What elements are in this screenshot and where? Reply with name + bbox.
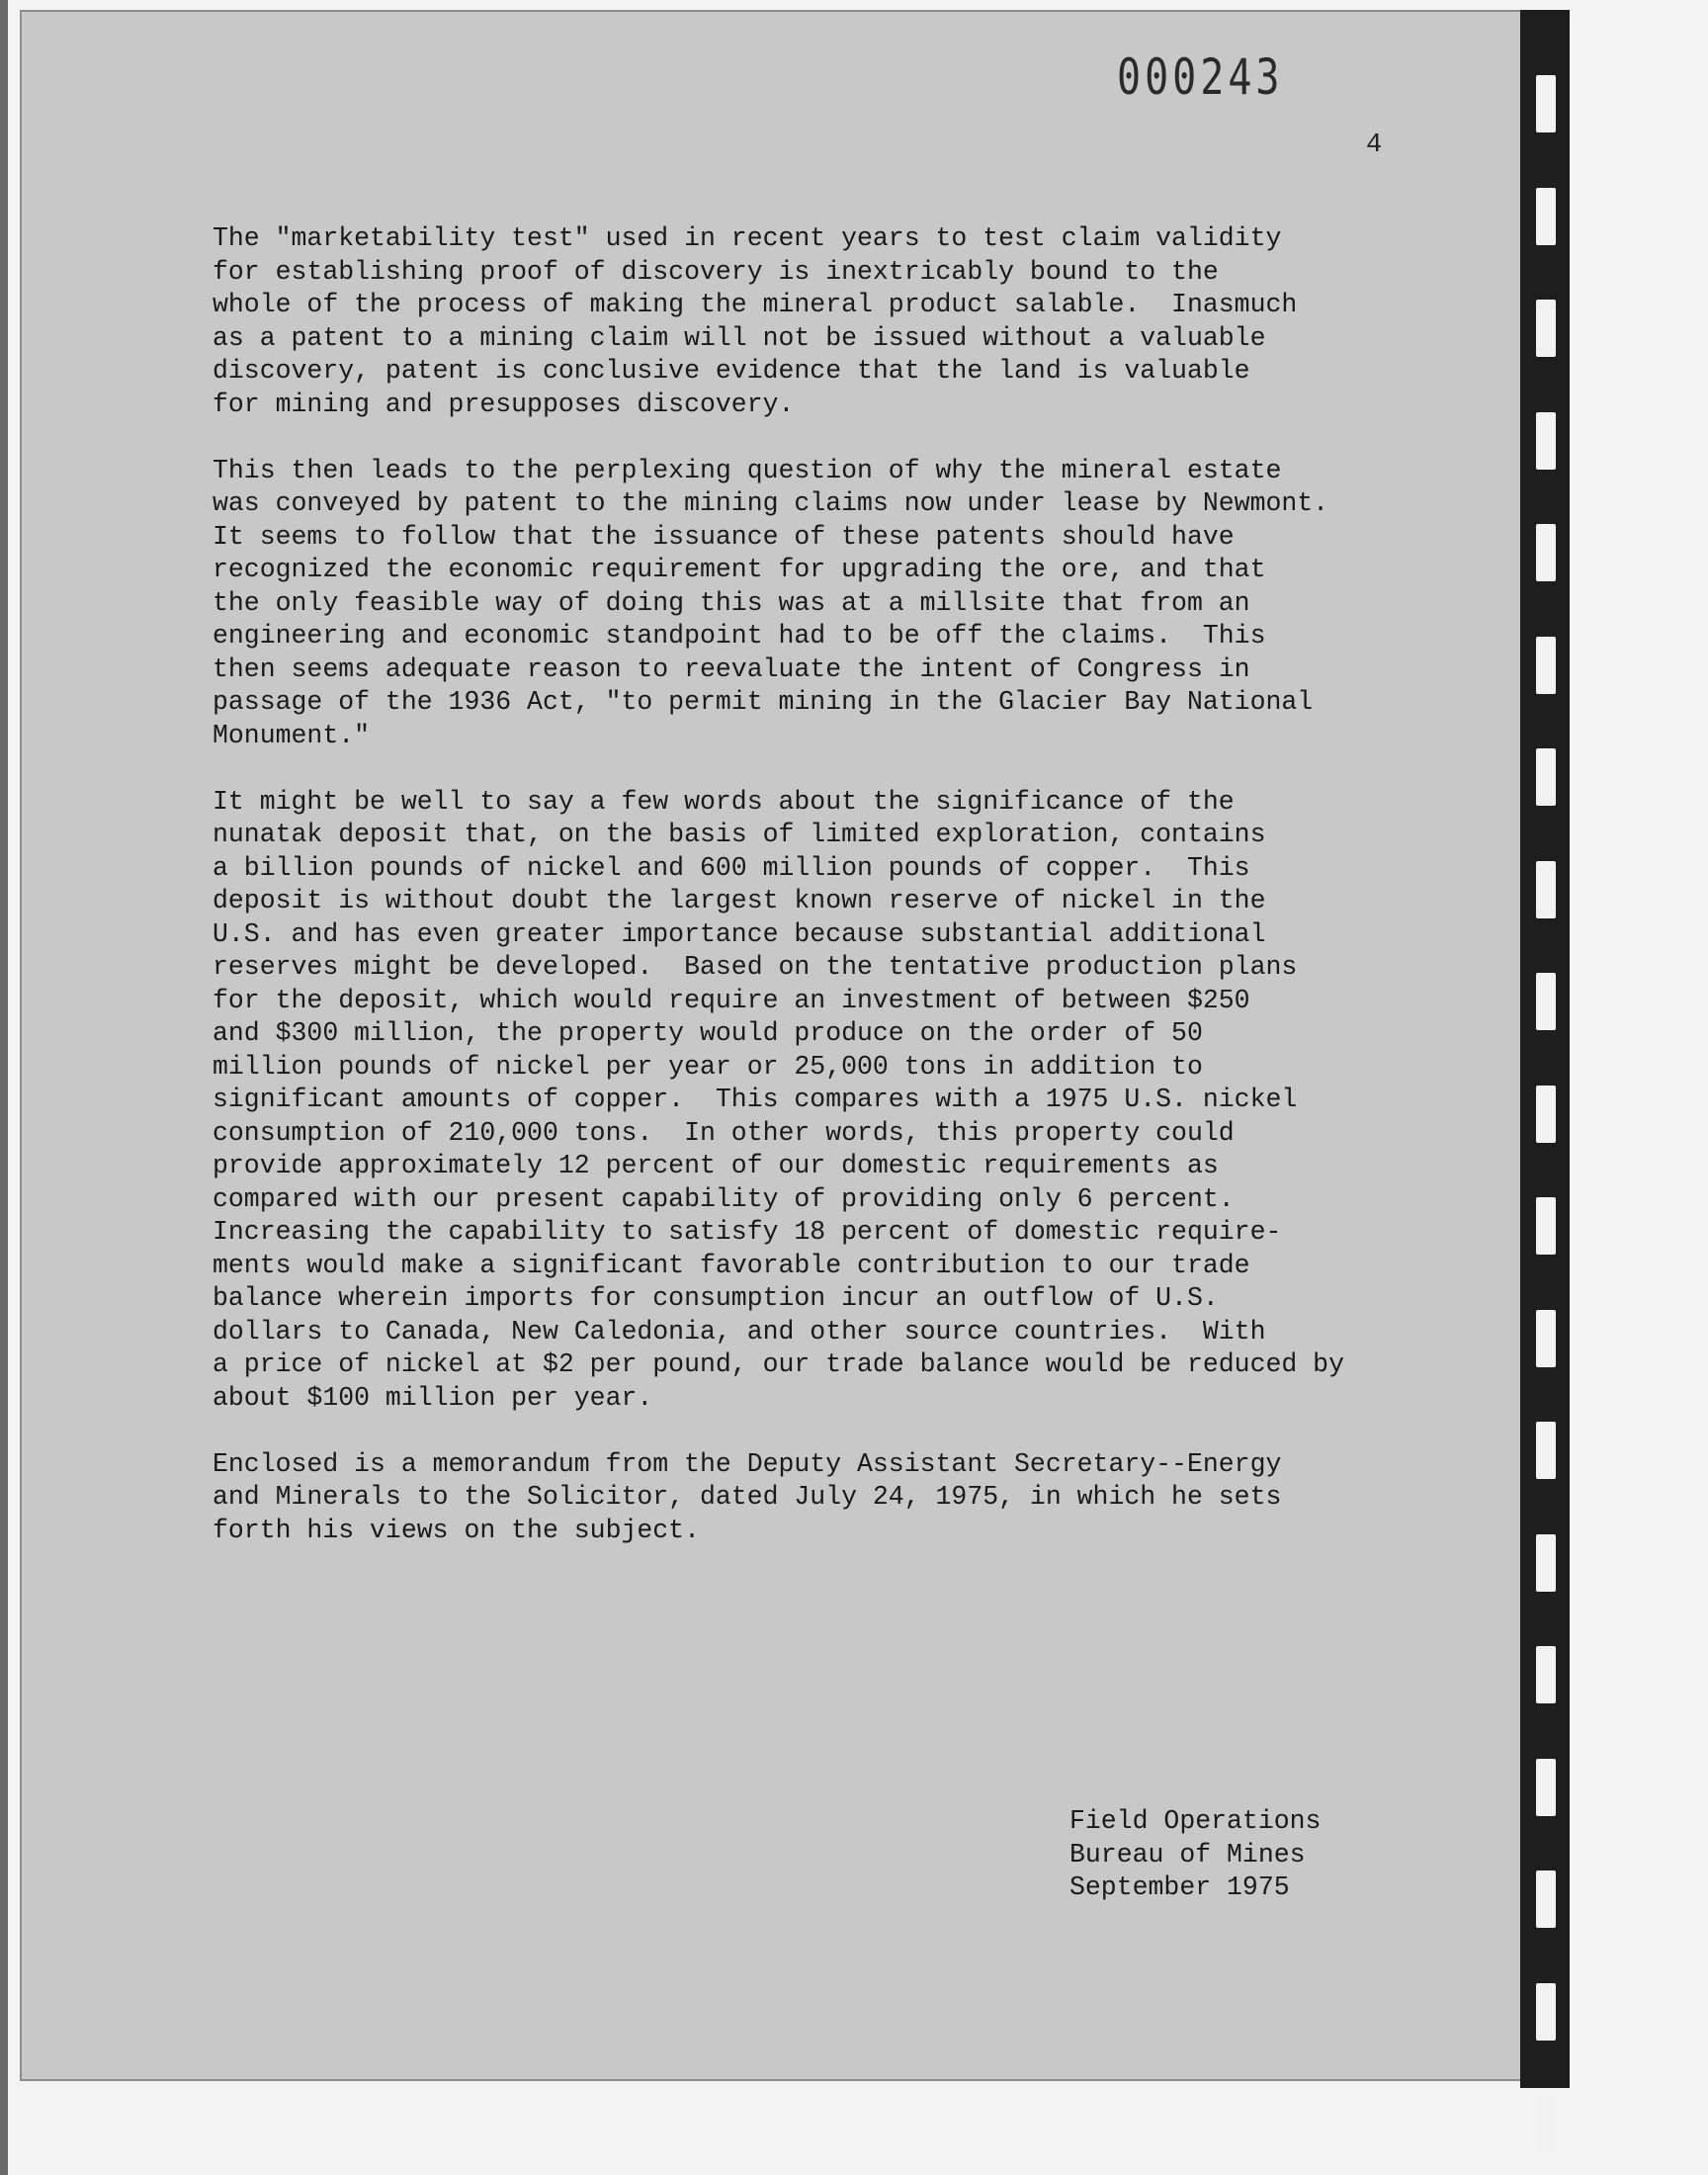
- binding-hole: [1536, 1646, 1556, 1703]
- binding-hole: [1536, 973, 1556, 1030]
- scan-left-edge: [0, 0, 8, 2175]
- paragraph-enclosed-memorandum: Enclosed is a memorandum from the Deputy Assistant Secretary--Energy and Minerals to the Solicitor, dated July 24, 1975, in which he sets forth his views on the subject.: [213, 1448, 1282, 1545]
- binding-hole: [1536, 1422, 1556, 1479]
- binding-hole: [1536, 1197, 1556, 1255]
- signature-line-date: September 1975: [1069, 1872, 1290, 1902]
- binding-hole: [1536, 1534, 1556, 1592]
- binding-hole: [1536, 1983, 1556, 2041]
- document-stamp-number: 000243: [1117, 49, 1284, 107]
- paragraph-nunatak-deposit: It might be well to say a few words about the significance of the nunatak deposit that, on the basis of limited exploration, contains a billion pounds of nickel and 600 million pounds of copper. This deposit is without doubt the largest known reserve of nickel in the U.S. and has even greater importance because substantial additional reserves might be developed. Based on the tentative production plans for the deposit, which would require an investment of between $250 and $300 million, the property would produce on the order of 50 million pounds of nickel per year or 25,000 tons in addition to significant amounts of copper. This compares with a 1975 U.S. nickel consumption of 210,000 tons. In other words, this property could provide approximately 12 percent of our domestic requirements as compared with our present capability of providing only 6 percent. Increasing the capability to satisfy 18 percent of domestic require- ments would make a significant favorable contribution to our trade balance wherein imports for consumption incur an outflow of U.S. dollars to Canada, New Caledonia, and other source countries. With a price of nickel at $2 per pound, our trade balance would be reduced by about $100 million per year.: [213, 786, 1344, 1413]
- signature-line-office: Field Operations: [1069, 1806, 1322, 1836]
- binding-hole: [1536, 524, 1556, 581]
- spiral-binding: [1520, 10, 1570, 2088]
- binding-hole: [1536, 75, 1556, 132]
- paragraph-marketability-test: The "marketability test" used in recent years to test claim validity for establishing proof of discovery is inextricably bound to the whole of the process of making the mineral product salable. Inasmuch as a patent to a mining claim will not be issued without a valuable discovery, patent is conclusive evidence that the land is valuable for mining and presupposes discovery.: [213, 223, 1298, 419]
- binding-hole: [1536, 412, 1556, 470]
- document-body: [213, 222, 1438, 1581]
- signature-line-bureau: Bureau of Mines: [1069, 1839, 1306, 1870]
- binding-hole: [1536, 1870, 1556, 1928]
- paragraph-mineral-estate: This then leads to the perplexing question of why the mineral estate was conveyed by patent to the mining claims now under lease by Newmont. It seems to follow that the issuance of these patents should have recognized the economic requirement for upgrading the ore, and that the only feasible way of doing this was at a millsite that from an engineering and economic standpoint had to be off the claims. This then seems adequate reason to reevaluate the intent of Congress in passage of the 1936 Act, "to permit mining in the Glacier Bay National Monument.": [213, 455, 1329, 750]
- binding-hole: [1536, 748, 1556, 806]
- binding-hole: [1536, 1086, 1556, 1143]
- binding-hole: [1536, 637, 1556, 694]
- binding-hole: [1536, 861, 1556, 918]
- binding-hole: [1536, 300, 1556, 357]
- binding-hole: [1536, 1310, 1556, 1367]
- signature-block: [1069, 1805, 1321, 1905]
- binding-hole: [1536, 188, 1556, 245]
- binding-hole: [1536, 2095, 1556, 2152]
- page-number: 4: [1366, 130, 1383, 160]
- binding-hole: [1536, 1759, 1556, 1816]
